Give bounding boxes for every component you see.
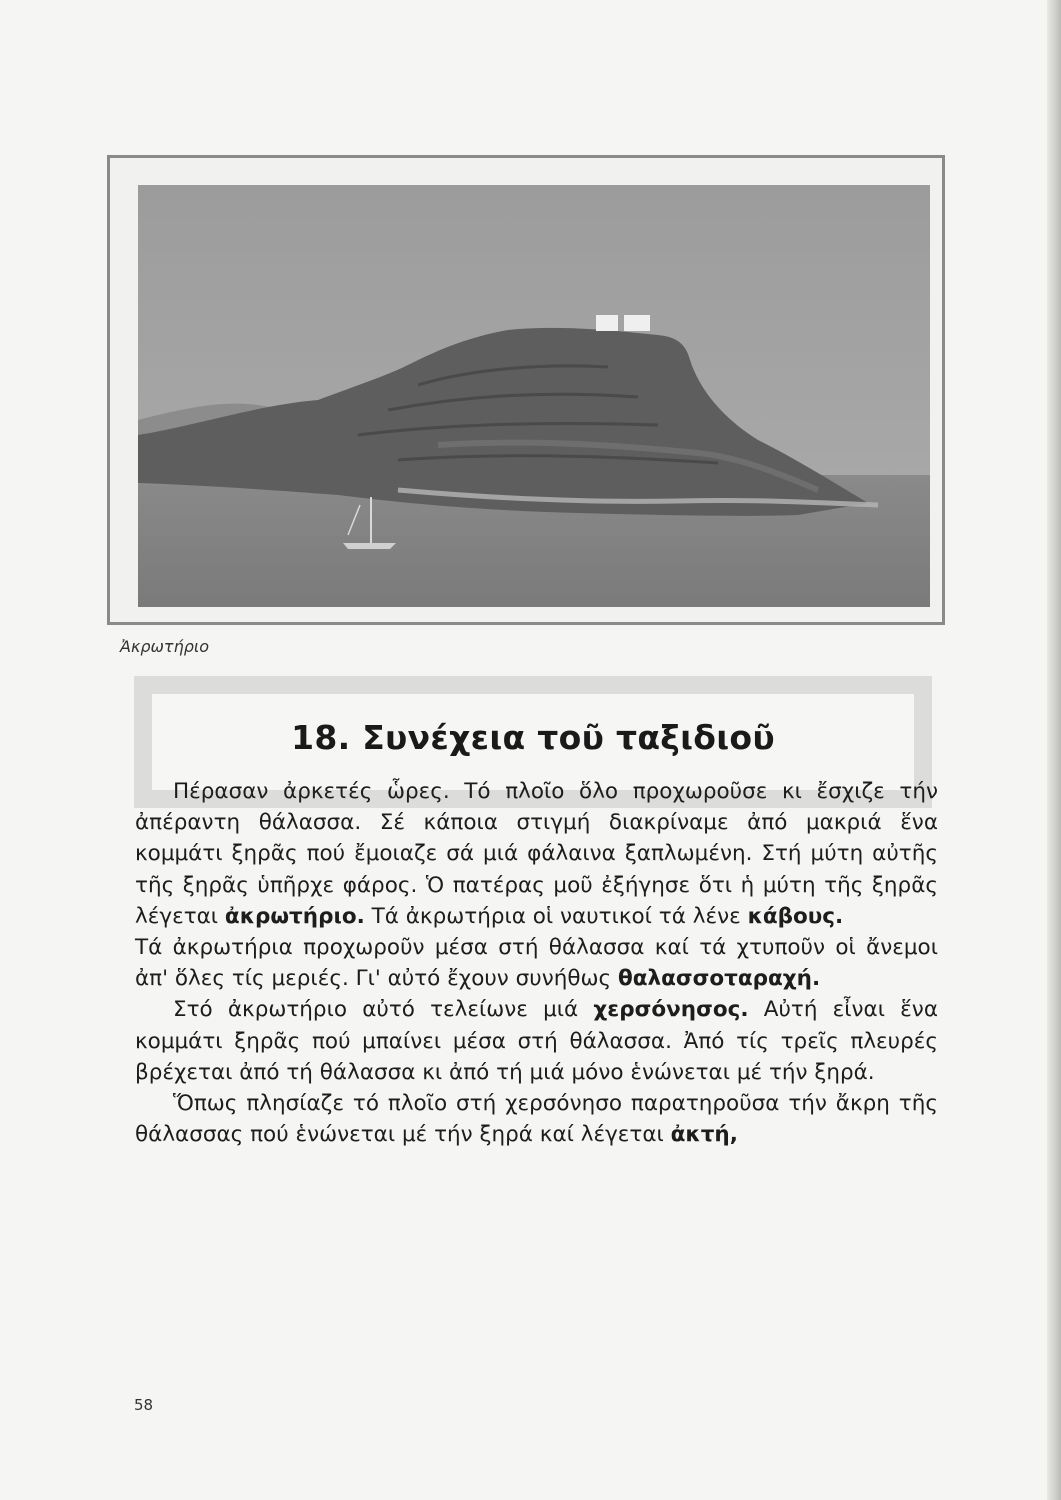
text-segment: Πέρασαν ἀρκετές ὧρες. Τό πλοῖο ὅλο προχωροῦσε κι ἔσχιζε τήν ἀπέραντη θάλασσα. Σέ κάποια στιγμή διακρίναμε ἀπό μακριά ἕνα κομμάτι ξηρᾶς πού ἔμοιαζε σά μιά φάλαινα ξαπλωμένη. Στή μύτη αὐτῆς τῆς ξηρᾶς ὑπῆρχε φάρος. Ὁ πατέρας μοῦ ἐξήγησε ὅτι ἡ μύτη τῆς ξηρᾶς λέγεται — [135, 779, 938, 929]
text-segment: Τά ἀκρωτήρια οἱ ναυτικοί τά λένε — [364, 903, 748, 929]
chapter-title: 18. Συνέχεια τοῦ ταξιδιοῦ — [291, 718, 775, 757]
bold-term: θαλασσοταραχή. — [617, 966, 821, 992]
bold-term: ἀκρωτήριο. — [224, 903, 365, 929]
cape-painting-svg — [138, 185, 930, 607]
figure-frame — [107, 155, 945, 625]
page-edge-shadow — [1047, 0, 1061, 1500]
bold-term: χερσόνησος. — [593, 997, 749, 1023]
cape-illustration — [138, 185, 930, 607]
page-number: 58 — [134, 1396, 154, 1414]
paragraph — [135, 776, 938, 932]
bold-term: ἀκτή, — [670, 1122, 738, 1148]
text-segment: Στό ἀκρωτήριο αὐτό τελείωνε μιά — [173, 997, 594, 1023]
figure-caption: Ἀκρωτήριο — [120, 637, 210, 656]
paragraph — [135, 1088, 938, 1150]
temple-right — [624, 315, 650, 331]
paragraph — [135, 994, 938, 1088]
paragraph — [135, 932, 938, 994]
text-segment: Τά ἀκρωτήρια προχωροῦν μέσα στή θάλασσα καί τά χτυποῦν οἱ ἄνεμοι ἀπ' ὅλες τίς μεριές. Γι' αὐτό ἔχουν συνήθως — [135, 935, 938, 992]
body-text — [135, 776, 938, 1150]
text-segment: Ὅπως πλησίαζε τό πλοῖο στή χερσόνησο παρατηροῦσα τήν ἄκρη τῆς θάλασσας πού ἑνώνεται μέ τήν ξηρά καί λέγεται — [135, 1091, 938, 1148]
text-segment: Αὐτή εἶναι ἕνα κομμάτι ξηρᾶς πού μπαίνει μέσα στή θάλασσα. Ἀπό τίς τρεῖς πλευρές βρέχεται ἀπό τή θάλασσα κι ἀπό τή μιά μόνο ἑνώνεται μέ τήν ξηρά. — [135, 997, 938, 1085]
temple-left — [596, 315, 618, 331]
bold-term: κάβους. — [747, 903, 844, 929]
